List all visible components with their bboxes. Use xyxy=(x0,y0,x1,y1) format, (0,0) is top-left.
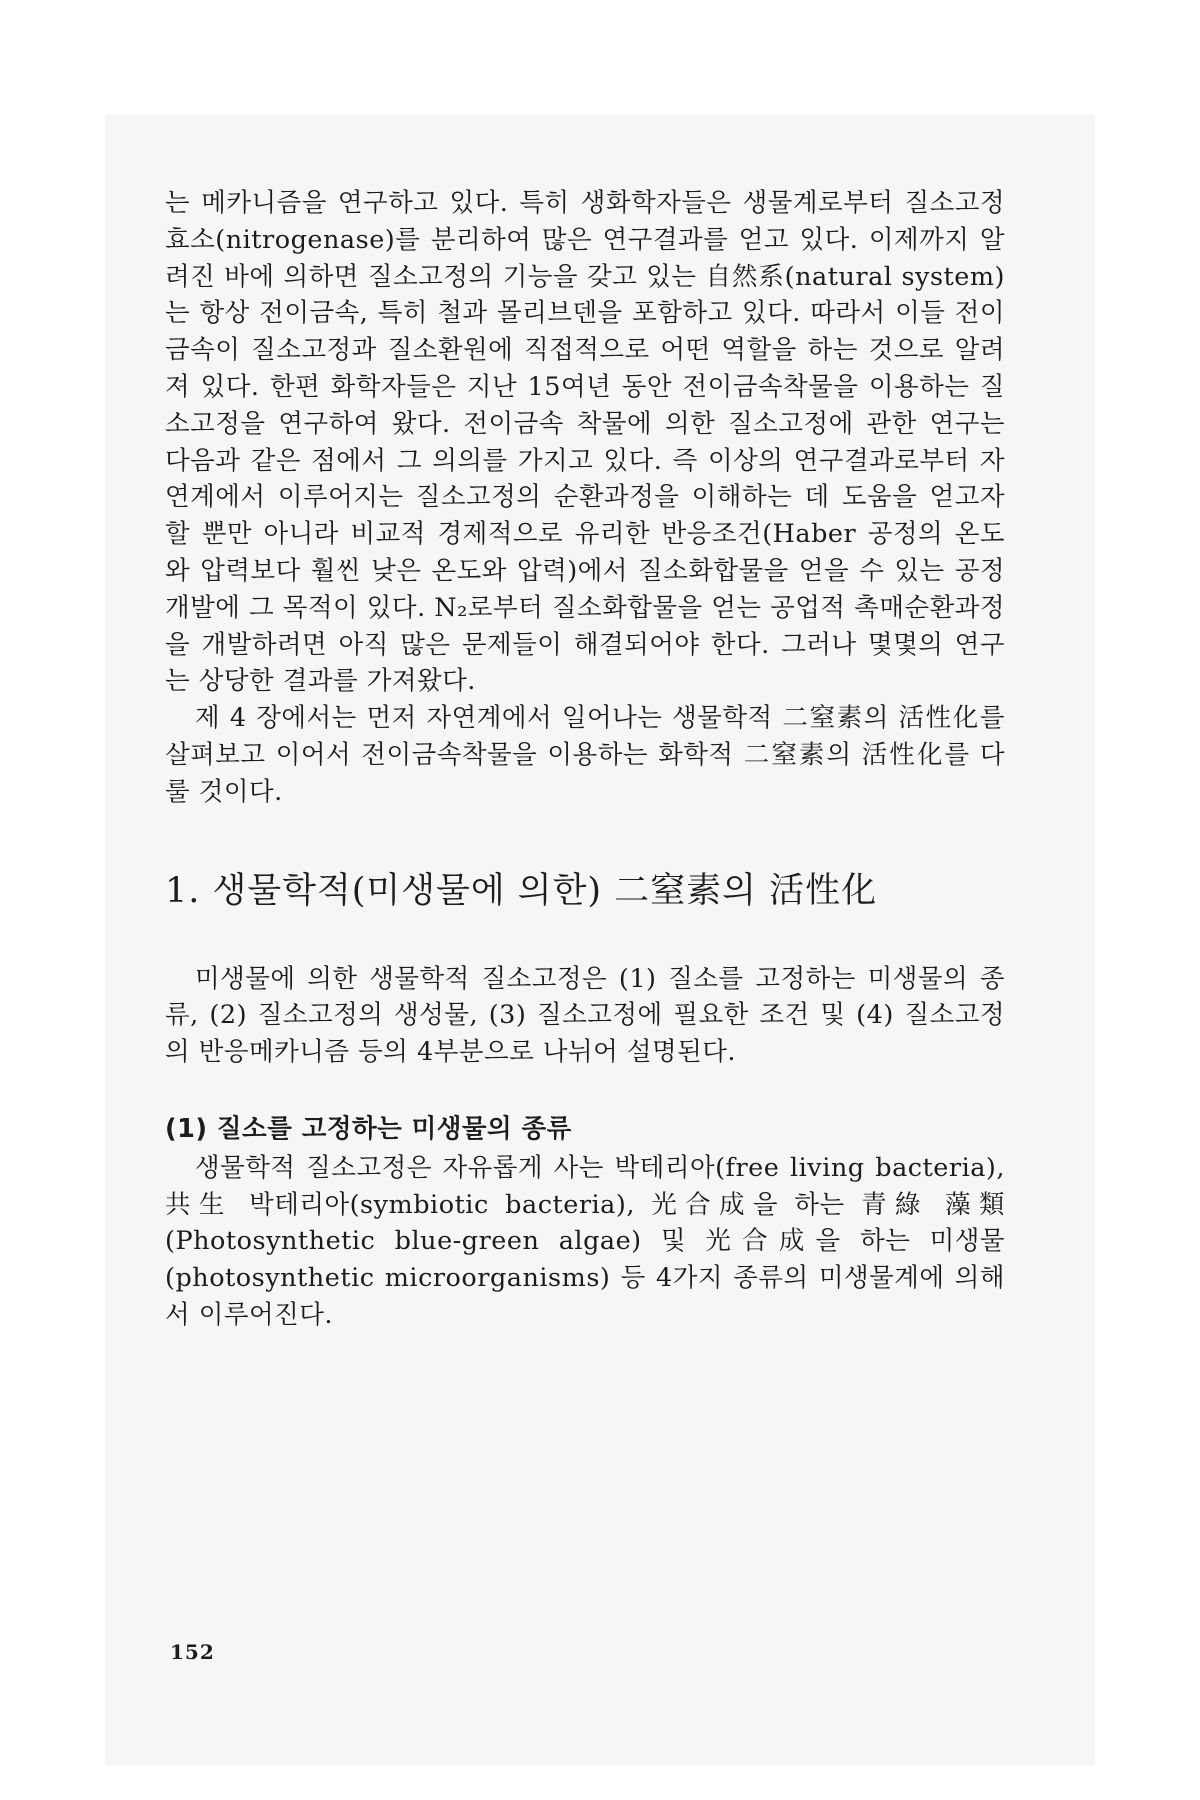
section-paragraph xyxy=(165,961,1005,1071)
subsection-paragraph-text: 생물학적 질소고정은 자유롭게 사는 박테리아(free living bacteria), 共生 박테리아(symbiotic bacteria), 光合成을 하는 青綠 藻類(Photosynthetic blue-green algae) 및 光合成을 하는 미생물(photosynthetic microorganisms) 등 4가지 종류의 미생물계에 의해서 이루어진다. xyxy=(165,1152,1005,1330)
intro-paragraph-2-text: 제 4 장에서는 먼저 자연계에서 일어나는 생물학적 二窒素의 活性化를 살펴보고 이어서 전이금속착물을 이용하는 화학적 二窒素의 活性化를 다룰 것이다. xyxy=(165,703,1005,807)
intro-paragraph-1: 는 메카니즘을 연구하고 있다. 특히 생화학자들은 생물계로부터 질소고정효소(nitrogenase)를 분리하여 많은 연구결과를 얻고 있다. 이제까지 알려진 바에 의하면 질소고정의 기능을 갖고 있는 自然系(natural system)는 항상 전이금속, 특히 철과 몰리브덴을 포함하고 있다. 따라서 이들 전이금속이 질소고정과 질소환원에 직접적으로 어떤 역할을 하는 것으로 알려져 있다. 한편 화학자들은 지난 15여년 동안 전이금속착물을 이용하는 질소고정을 연구하여 왔다. 전이금속 착물에 의한 질소고정에 관한 연구는 다음과 같은 점에서 그 의의를 가지고 있다. 즉 이상의 연구결과로부터 자연계에서 이루어지는 질소고정의 순환과정을 이해하는 데 도움을 얻고자 할 뿐만 아니라 비교적 경제적으로 유리한 반응조건(Haber 공정의 온도와 압력보다 훨씬 낮은 온도와 압력)에서 질소화합물을 얻을 수 있는 공정개발에 그 목적이 있다. N₂로부터 질소화합물을 얻는 공업적 촉매순환과정을 개발하려면 아직 많은 문제들이 해결되어야 한다. 그러나 몇몇의 연구는 상당한 결과를 가져왔다. xyxy=(165,188,1005,697)
page-body xyxy=(165,185,1005,1334)
subsection-heading: (1) 질소를 고정하는 미생물의 종류 xyxy=(165,1113,572,1144)
section-heading: 1. 생물학적(미생물에 의한) 二窒素의 活性化 xyxy=(165,870,878,911)
intro-paragraph-2 xyxy=(165,700,1005,810)
section-paragraph-text: 미생물에 의한 생물학적 질소고정은 (1) 질소를 고정하는 미생물의 종류, (2) 질소고정의 생성물, (3) 질소고정에 필요한 조건 및 (4) 질소고정의 반응메카니즘 등의 4부분으로 나뉘어 설명된다. xyxy=(165,963,1005,1068)
subsection-paragraph xyxy=(165,1150,1005,1334)
page-number: 152 xyxy=(170,1640,215,1664)
